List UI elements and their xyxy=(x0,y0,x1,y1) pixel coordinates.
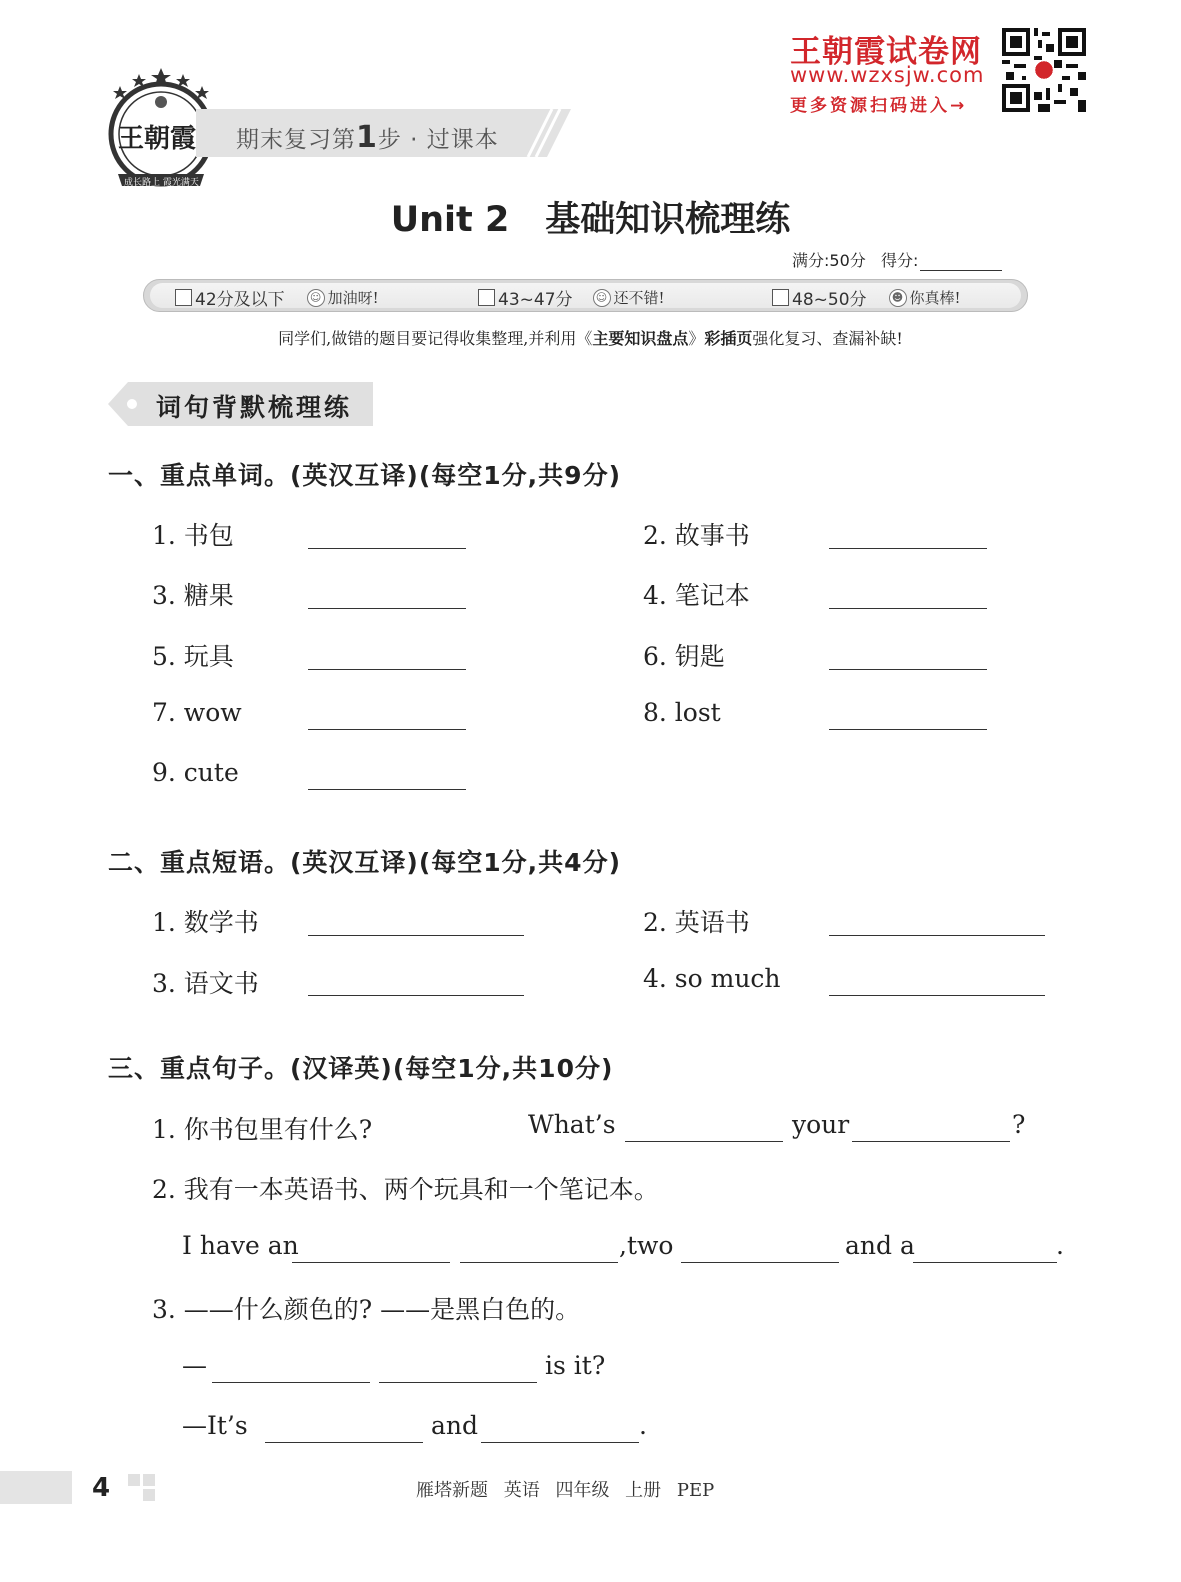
banner-post: 步 · 过课本 xyxy=(377,127,499,153)
sentence-2-end: . xyxy=(1056,1231,1064,1260)
rating-checkbox-2[interactable] xyxy=(478,289,495,306)
full-score: 满分:50分 xyxy=(792,251,866,270)
study-tip xyxy=(0,326,1181,349)
rating-range: 42分及以下 xyxy=(195,290,285,310)
rating-note: 还不错! xyxy=(613,289,665,307)
sentence-2-word: ,two xyxy=(619,1231,674,1260)
part2-heading: 二、重点短语。(英汉互译)(每空1分,共4分) xyxy=(108,848,621,877)
word-item-2: 2. 故事书 xyxy=(643,521,750,550)
word-item-7: 7. wow xyxy=(152,698,242,727)
sentence-3-word: and xyxy=(431,1411,479,1440)
answer-blank[interactable] xyxy=(829,935,1045,936)
rating-checkbox-1[interactable] xyxy=(175,289,192,306)
phrase-item-2: 2. 英语书 xyxy=(643,908,750,937)
score-blank[interactable] xyxy=(920,254,1002,271)
smile-face-icon: ☺ xyxy=(593,289,611,307)
phrase-item-4: 4. so much xyxy=(643,964,781,993)
answer-blank[interactable] xyxy=(852,1141,1010,1142)
answer-blank[interactable] xyxy=(212,1382,370,1383)
phrase-item-3: 3. 语文书 xyxy=(152,969,259,998)
sentence-2-word: and a xyxy=(845,1231,915,1260)
rating-item-1 xyxy=(175,285,379,310)
footer-decoration xyxy=(128,1474,156,1504)
answer-blank[interactable] xyxy=(379,1382,537,1383)
sentence-1-word: your xyxy=(792,1110,850,1139)
rating-item-2 xyxy=(478,285,665,310)
tip-pre: 同学们,做错的题目要记得收集整理,并利用《 xyxy=(278,329,593,348)
answer-blank[interactable] xyxy=(829,548,987,549)
sentence-2-word: I have an xyxy=(182,1231,299,1260)
page-number: 4 xyxy=(92,1473,111,1503)
footer-bar xyxy=(0,1471,72,1504)
brand-name: 王朝霞试卷网 xyxy=(790,34,982,70)
answer-blank[interactable] xyxy=(308,548,466,549)
answer-blank[interactable] xyxy=(308,669,466,670)
unit-label: Unit 2 xyxy=(390,200,510,240)
answer-blank[interactable] xyxy=(625,1141,783,1142)
rating-note: 加油呀! xyxy=(327,289,379,307)
answer-blank[interactable] xyxy=(481,1442,639,1443)
score-line xyxy=(792,248,1002,271)
answer-blank[interactable] xyxy=(308,995,524,996)
rating-range: 48~50分 xyxy=(792,290,867,310)
footer-text: 雁塔新题 英语 四年级 上册 PEP xyxy=(416,1480,715,1501)
answer-blank[interactable] xyxy=(292,1262,450,1263)
tip-bold: 主要知识盘点 xyxy=(592,329,689,348)
tip-mid: 》 xyxy=(688,329,705,348)
answer-blank[interactable] xyxy=(913,1262,1057,1263)
answer-blank[interactable] xyxy=(829,995,1045,996)
banner-title xyxy=(236,120,499,155)
banner-pre: 期末复习第 xyxy=(236,127,356,153)
rating-item-3 xyxy=(772,285,961,310)
answer-blank[interactable] xyxy=(308,729,466,730)
brand-url[interactable]: www.wzxsjw.com xyxy=(790,63,985,87)
answer-blank[interactable] xyxy=(829,729,987,730)
answer-blank[interactable] xyxy=(308,608,466,609)
happy-face-icon: ☻ xyxy=(889,289,907,307)
tip-post: 强化复习、查漏补缺! xyxy=(752,329,903,348)
word-item-8: 8. lost xyxy=(643,698,721,727)
word-item-9: 9. cute xyxy=(152,758,239,787)
word-item-5: 5. 玩具 xyxy=(152,642,234,671)
answer-blank[interactable] xyxy=(308,935,524,936)
answer-blank[interactable] xyxy=(265,1442,423,1443)
banner-step-number: 1 xyxy=(356,120,378,155)
word-item-6: 6. 钥匙 xyxy=(643,642,725,671)
qr-code-icon[interactable] xyxy=(1002,28,1086,112)
sentence-3-chinese: 3. ——什么颜色的? ——是黑白色的。 xyxy=(152,1295,581,1324)
rating-range: 43~47分 xyxy=(498,290,573,310)
word-item-1: 1. 书包 xyxy=(152,521,234,550)
rating-checkbox-3[interactable] xyxy=(772,289,789,306)
word-item-4: 4. 笔记本 xyxy=(643,581,750,610)
tip-bold-2: 彩插页 xyxy=(704,329,753,348)
sentence-3-word: —It’s xyxy=(182,1411,248,1440)
sentence-3-end: . xyxy=(639,1411,647,1440)
section-tag-title: 词句背默梳理练 xyxy=(156,393,353,422)
answer-blank[interactable] xyxy=(681,1262,839,1263)
brand-scan-text: 更多资源扫码进入→ xyxy=(790,96,968,116)
phrase-item-1: 1. 数学书 xyxy=(152,908,259,937)
part1-heading: 一、重点单词。(英汉互译)(每空1分,共9分) xyxy=(108,461,621,490)
page-title xyxy=(0,192,1181,242)
sentence-2-chinese: 2. 我有一本英语书、两个玩具和一个笔记本。 xyxy=(152,1175,659,1204)
answer-blank[interactable] xyxy=(460,1262,618,1263)
score-label: 得分: xyxy=(881,251,919,270)
word-item-3: 3. 糖果 xyxy=(152,581,234,610)
sentence-3-word: is it? xyxy=(545,1351,606,1380)
answer-blank[interactable] xyxy=(829,669,987,670)
logo-slogan: 成长路上 霞光满天 xyxy=(124,178,199,188)
sentence-3-dash: — xyxy=(182,1351,207,1380)
part3-heading: 三、重点句子。(汉译英)(每空1分,共10分) xyxy=(108,1054,614,1083)
logo-text: 王朝霞 xyxy=(118,124,197,154)
smile-face-icon: ☺ xyxy=(307,289,325,307)
sentence-1-end: ? xyxy=(1012,1110,1026,1139)
rating-note: 你真棒! xyxy=(909,289,961,307)
answer-blank[interactable] xyxy=(829,608,987,609)
answer-blank[interactable] xyxy=(308,789,466,790)
unit-name: 基础知识梳理练 xyxy=(545,200,791,240)
sentence-1-word: What’s xyxy=(528,1110,616,1139)
sentence-1-chinese: 1. 你书包里有什么? xyxy=(152,1115,373,1144)
